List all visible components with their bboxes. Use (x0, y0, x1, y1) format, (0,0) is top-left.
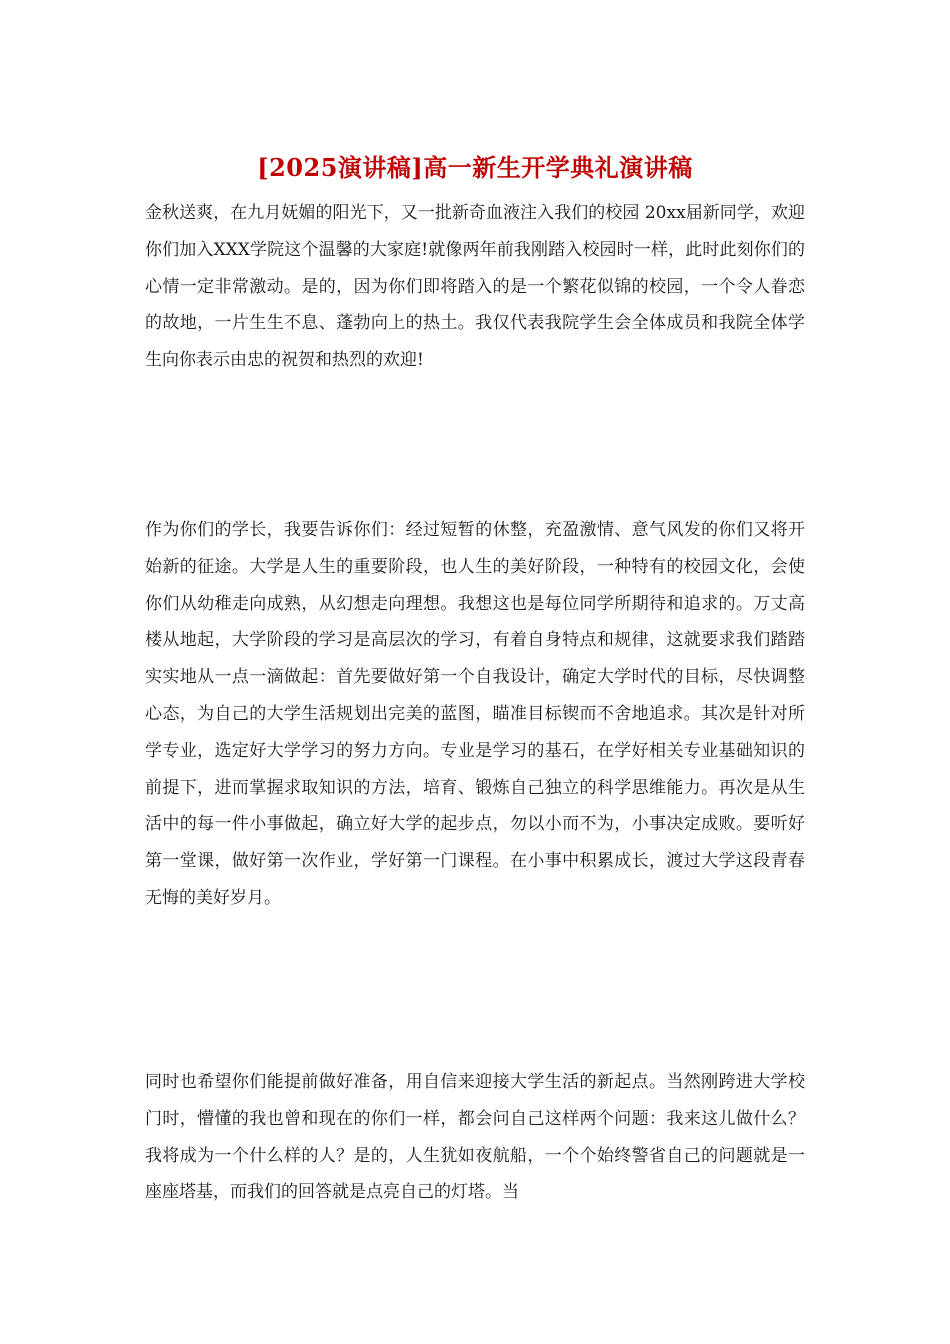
paragraph-hope: 同时也希望你们能提前做好准备，用自信来迎接大学生活的新起点。当然刚跨进大学校门时，懵懂的我也曾和现在的你们一样，都会问自己这样两个问题：我来这儿做什么？我将成为一个什么样的人？是的，人生犹如夜航船，一个个始终警省自己的问题就是一座座塔基，而我们的回答就是点亮自己的灯塔。当 (145, 1072, 805, 1203)
paragraph-welcome: 金秋送爽，在九月妩媚的阳光下，又一批新奇血液注入我们的校园 20xx届新同学，欢迎你们加入XXX学院这个温馨的大家庭!就像两年前我刚踏入校园时一样，此时此刻你们的心情一定非常激动。是的，因为你们即将踏入的是一个繁花似锦的校园，一个令人眷恋的故地，一片生生不息、蓬勃向上的热土。我仅代表我院学生会全体成员和我院全体学生向你表示由忠的祝贺和热烈的欢迎! (145, 203, 805, 371)
paragraph-advice: 作为你们的学长，我要告诉你们：经过短暂的休整，充盈激情、意气风发的你们又将开始新的征途。大学是人生的重要阶段，也人生的美好阶段，一种特有的校园文化，会使你们从幼稚走向成熟，从幻想走向理想。我想这也是每位同学所期待和追求的。万丈高楼从地起，大学阶段的学习是高层次的学习，有着自身特点和规律，这就要求我们踏踏实实地从一点一滴做起：首先要做好第一个自我设计，确定大学时代的目标，尽快调整心态，为自己的大学生活规划出完美的蓝图，瞄准目标锲而不舍地追求。其次是针对所学专业，选定好大学学习的努力方向。专业是学习的基石，在学好相关专业基础知识的前提下，进而掌握求取知识的方法，培育、锻炼自己独立的科学思维能力。再次是从生活中的每一件小事做起，确立好大学的起步点，勿以小而不为，小事决定成败。要听好第一堂课，做好第一次作业，学好第一门课程。在小事中积累成长，渡过大学这段青春无悔的美好岁月。 (145, 520, 805, 908)
document-title: [2025演讲稿]高一新生开学典礼演讲稿 (257, 153, 693, 182)
